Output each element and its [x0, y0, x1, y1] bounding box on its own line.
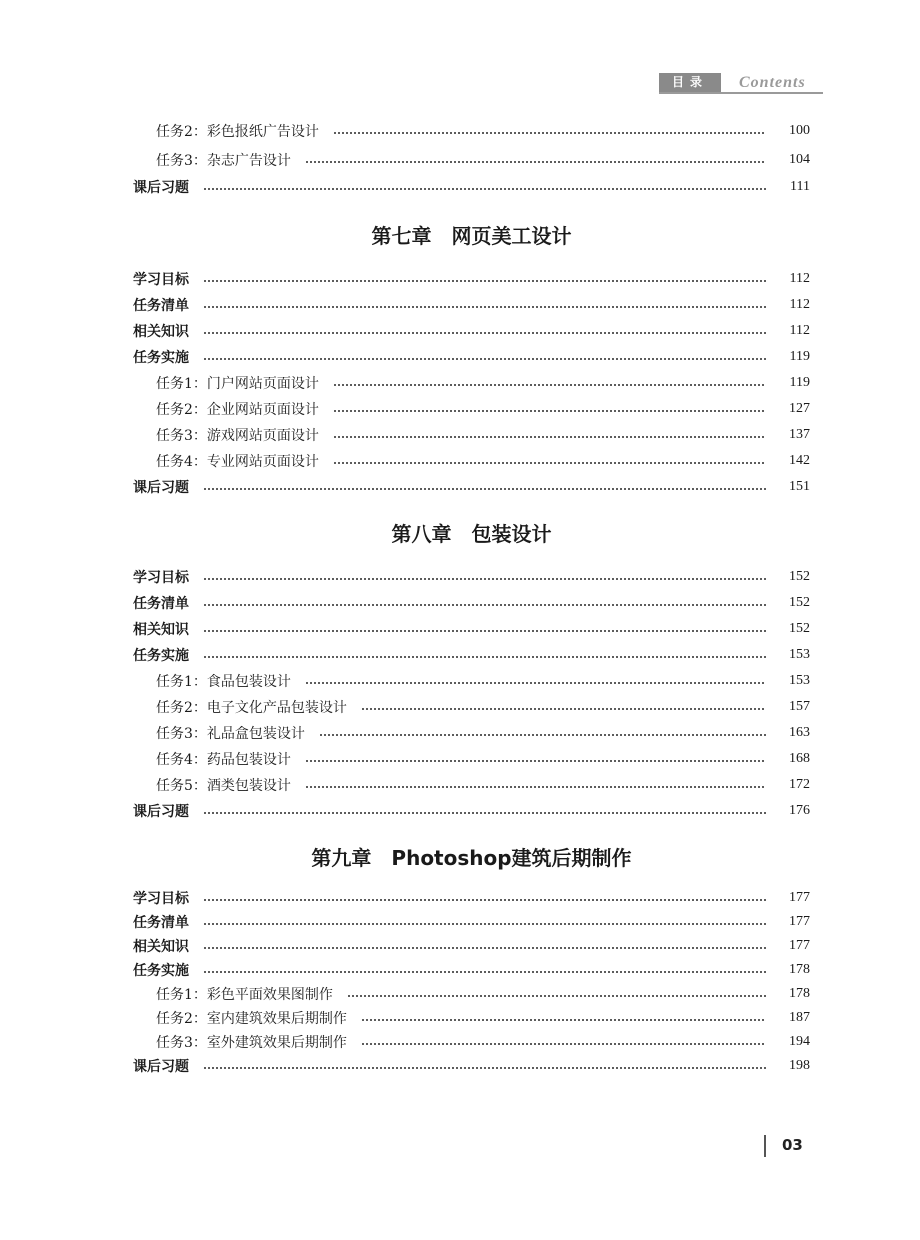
toc-entry-label: 任务实施 [133, 648, 189, 664]
toc-subentry[interactable] [133, 982, 810, 1006]
toc-entry-label: 任务清单 [133, 596, 189, 612]
chapter-title: 第八章 包装设计 [391, 522, 552, 546]
toc-entry-label: 任务1：食品包装设计 [156, 674, 291, 690]
dot-leader [203, 306, 766, 308]
toc-entry-label: 学习目标 [133, 272, 189, 288]
dot-leader [203, 1067, 766, 1069]
toc-entry-label: 任务实施 [133, 350, 189, 366]
toc-page-number: 178 [789, 986, 810, 1001]
toc-entry-label: 任务1：彩色平面效果图制作 [156, 987, 333, 1003]
dot-leader [203, 358, 766, 360]
dot-leader [333, 436, 766, 438]
dot-leader [333, 462, 766, 464]
toc-entry-label: 任务1：门户网站页面设计 [156, 376, 319, 392]
toc-entry-label: 相关知识 [133, 324, 189, 340]
chapter-title: 第九章 Photoshop建筑后期制作 [311, 846, 632, 870]
dot-leader [319, 734, 766, 736]
toc-entry-label: 课后习题 [133, 480, 189, 496]
toc-entry-label: 学习目标 [133, 891, 189, 907]
toc-subentry[interactable] [133, 448, 810, 474]
toc-entry[interactable] [133, 1054, 810, 1078]
dot-leader [361, 1019, 766, 1021]
page-number: 03 [782, 1136, 803, 1154]
toc-page-number: 100 [789, 122, 810, 138]
toc-entry[interactable] [133, 886, 810, 910]
toc-entry-label: 课后习题 [133, 804, 189, 820]
toc-entry-label: 任务清单 [133, 298, 189, 314]
toc-page-number: 152 [789, 621, 810, 636]
toc-entry[interactable] [133, 318, 810, 344]
toc-entry[interactable] [133, 616, 810, 642]
dot-leader [203, 971, 766, 973]
toc-page-number: 157 [789, 699, 810, 714]
toc-subentry[interactable] [133, 668, 810, 694]
toc-subentry[interactable] [133, 116, 810, 145]
toc-entry[interactable] [133, 642, 810, 668]
dot-leader [333, 384, 766, 386]
toc-entry-label: 相关知识 [133, 622, 189, 638]
running-header [659, 73, 823, 93]
dot-leader [203, 812, 766, 814]
toc-page-number: 153 [789, 673, 810, 688]
toc-page-number: 168 [789, 751, 810, 766]
toc-entry-label: 任务2：彩色报纸广告设计 [156, 123, 319, 140]
toc-entry-label: 任务4：药品包装设计 [156, 752, 291, 768]
toc-page-number: 172 [789, 777, 810, 792]
toc-entry-label: 课后习题 [133, 1059, 189, 1075]
dot-leader [203, 332, 766, 334]
toc-subentry[interactable] [133, 746, 810, 772]
toc-entry[interactable] [133, 958, 810, 982]
toc-entry-label: 任务2：室内建筑效果后期制作 [156, 1011, 347, 1027]
dot-leader [203, 188, 766, 190]
toc-entry[interactable] [133, 564, 810, 590]
dot-leader [203, 488, 766, 490]
toc-page-number: 152 [789, 595, 810, 610]
toc-subentry[interactable] [133, 772, 810, 798]
toc-entry-label: 任务3：礼品盒包装设计 [156, 726, 305, 742]
dot-leader [203, 899, 766, 901]
toc-subentry[interactable] [133, 145, 810, 174]
toc-page-number: 198 [789, 1058, 810, 1073]
toc-page-number: 177 [789, 938, 810, 953]
dot-leader [203, 923, 766, 925]
toc-entry[interactable] [133, 474, 810, 500]
toc-page-number: 119 [789, 349, 810, 364]
toc-entry-label: 学习目标 [133, 570, 189, 586]
header-tab-label: 目录 [659, 73, 721, 92]
header-english-label: Contents [739, 74, 806, 91]
chapter-title: 第七章 网页美工设计 [371, 224, 572, 248]
toc-entry-label: 任务实施 [133, 963, 189, 979]
toc-entry[interactable] [133, 590, 810, 616]
toc-page-number: 111 [790, 179, 810, 194]
toc-page-number: 163 [789, 725, 810, 740]
dot-leader [361, 708, 766, 710]
toc-page-number: 151 [789, 479, 810, 494]
toc-page-number: 187 [789, 1010, 810, 1025]
toc-page-number: 177 [789, 914, 810, 929]
toc-page-number: 176 [789, 803, 810, 818]
dot-leader [333, 410, 766, 412]
toc-page-number: 177 [789, 890, 810, 905]
toc-entry[interactable] [133, 910, 810, 934]
toc-page-number: 153 [789, 647, 810, 662]
toc-entry-label: 任务2：电子文化产品包装设计 [156, 700, 347, 716]
toc-subentry[interactable] [133, 422, 810, 448]
toc-page-number: 112 [789, 323, 810, 338]
toc-page-number: 142 [789, 453, 810, 468]
toc-entry-label: 课后习题 [133, 180, 189, 196]
dot-leader [361, 1043, 766, 1045]
toc-page-number: 127 [789, 401, 810, 416]
toc-entry-label: 任务5：酒类包装设计 [156, 778, 291, 794]
toc-entry-label: 任务3：游戏网站页面设计 [156, 428, 319, 444]
toc-entry[interactable] [133, 266, 810, 292]
toc-page-number: 178 [789, 962, 810, 977]
toc-page-number: 194 [789, 1034, 810, 1049]
toc-page-number: 137 [789, 427, 810, 442]
dot-leader [305, 786, 766, 788]
toc-subentry[interactable] [133, 396, 810, 422]
toc-entry-label: 任务2：企业网站页面设计 [156, 402, 319, 418]
toc-entry[interactable] [133, 344, 810, 370]
toc-entry[interactable] [133, 798, 810, 824]
toc-page-number: 112 [789, 297, 810, 312]
toc-entry-label: 任务4：专业网站页面设计 [156, 454, 319, 470]
header-rule [659, 92, 823, 94]
dot-leader [305, 682, 766, 684]
toc-page-number: 119 [789, 375, 810, 390]
toc-entry[interactable] [133, 934, 810, 958]
dot-leader [203, 578, 766, 580]
dot-leader [203, 947, 766, 949]
toc-entry-label: 相关知识 [133, 939, 189, 955]
table-of-contents [133, 116, 810, 1078]
footer-rule [764, 1135, 766, 1157]
toc-subentry[interactable] [133, 370, 810, 396]
toc-entry-label: 任务3：杂志广告设计 [156, 152, 291, 169]
dot-leader [203, 630, 766, 632]
toc-entry[interactable] [133, 292, 810, 318]
toc-page-number: 112 [789, 271, 810, 286]
toc-subentry[interactable] [133, 1030, 810, 1054]
toc-entry-label: 任务3：室外建筑效果后期制作 [156, 1035, 347, 1051]
toc-entry[interactable] [133, 174, 810, 200]
toc-subentry[interactable] [133, 694, 810, 720]
dot-leader [347, 995, 766, 997]
dot-leader [203, 604, 766, 606]
dot-leader [305, 161, 766, 163]
toc-page-number: 104 [789, 151, 810, 167]
toc-entry-label: 任务清单 [133, 915, 189, 931]
dot-leader [333, 132, 766, 134]
toc-subentry[interactable] [133, 1006, 810, 1030]
dot-leader [203, 280, 766, 282]
toc-page-number: 152 [789, 569, 810, 584]
dot-leader [305, 760, 766, 762]
toc-subentry[interactable] [133, 720, 810, 746]
dot-leader [203, 656, 766, 658]
